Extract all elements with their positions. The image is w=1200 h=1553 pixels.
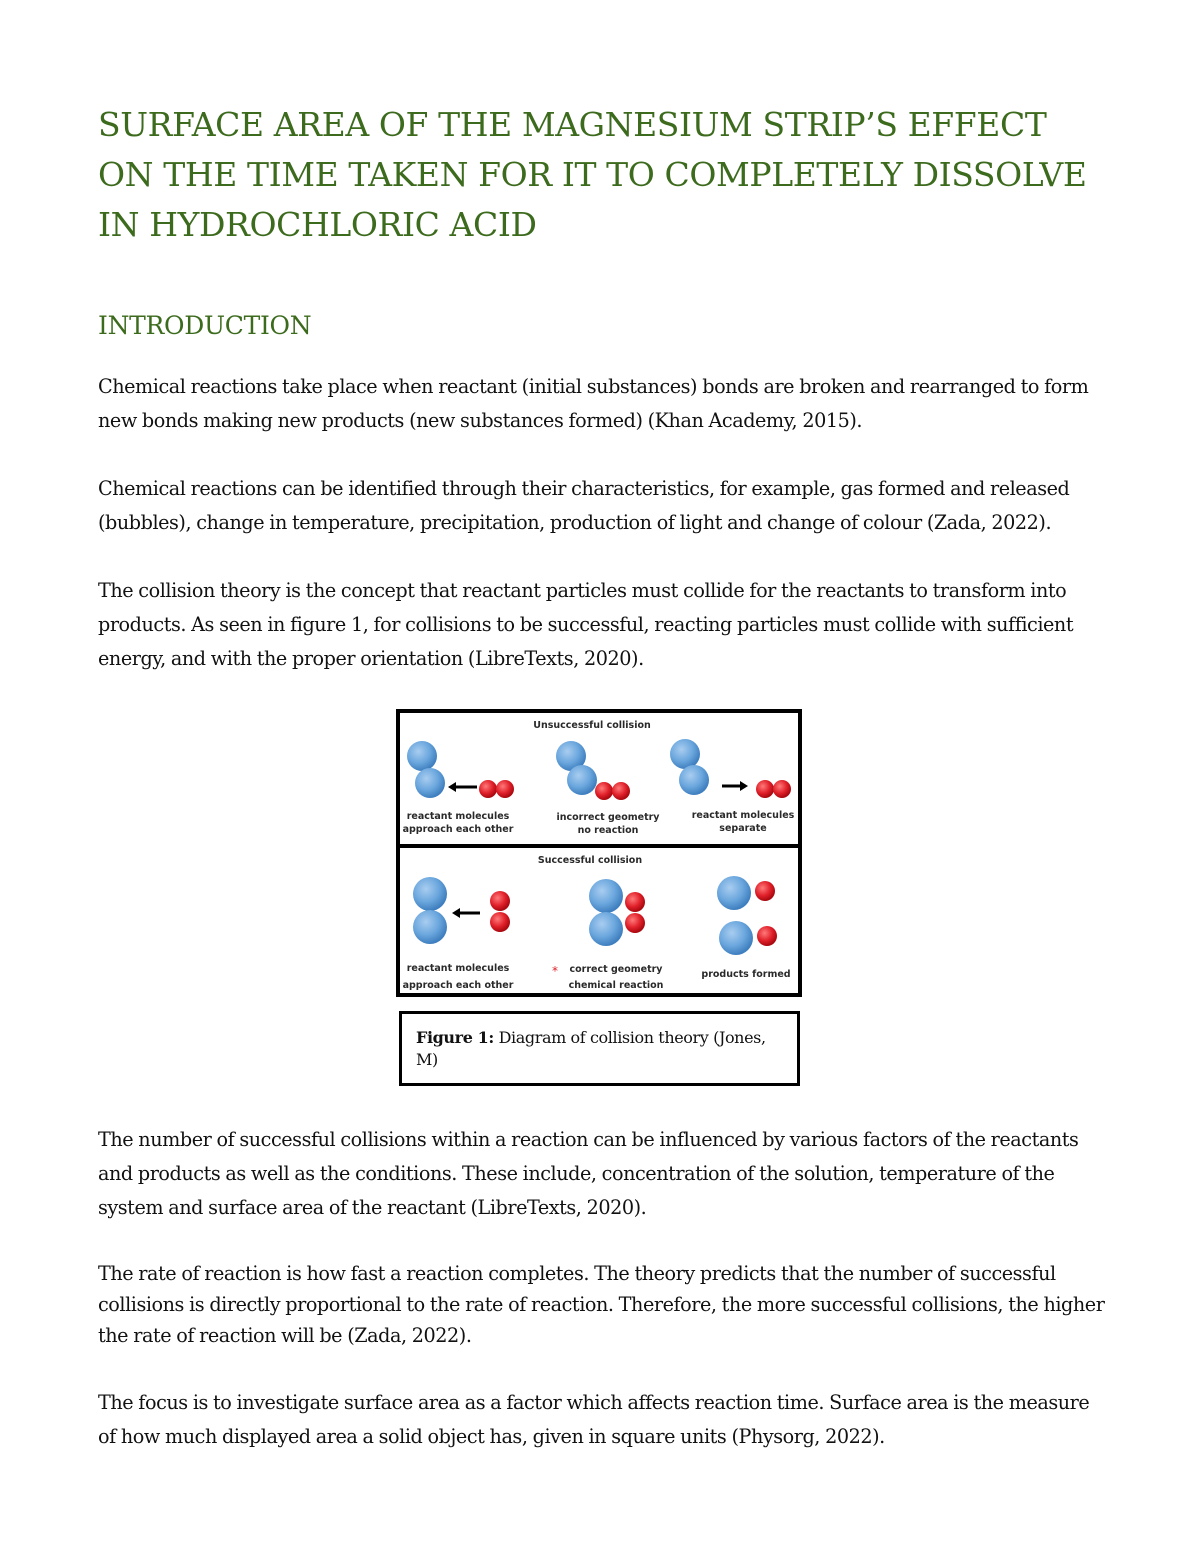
label-no-reaction: no reaction — [577, 825, 639, 836]
blue-atom — [717, 876, 751, 910]
blue-atom — [719, 921, 753, 955]
document-title: SURFACE AREA OF THE MAGNESIUM STRIP’S EFFECT ON THE TIME TAKEN FOR IT TO COMPLETELY DISSOLVE IN HYDROCHLORIC ACID — [98, 105, 1087, 244]
blue-atom — [567, 765, 597, 795]
paragraph-reaction-characteristics: Chemical reactions can be identified through their characteristics, for example, gas formed and released (bubbles), change in temperature, precipitation, production of light and change of colour (Zada, 2022). — [98, 477, 1070, 534]
paragraph-chemical-reactions: Chemical reactions take place when reactant (initial substances) bonds are broken and rearranged to form new bonds making new products (new substances formed) (Khan Academy, 2015). — [98, 375, 1089, 432]
blue-atom — [413, 910, 447, 944]
label-chemical-reaction: chemical reaction — [568, 980, 664, 991]
red-atom — [757, 926, 777, 946]
red-atom — [625, 913, 645, 933]
blue-atom — [407, 741, 437, 771]
label-separate-line1: reactant molecules — [691, 810, 795, 821]
red-atom — [773, 780, 791, 798]
paragraph-collision-theory: The collision theory is the concept that reactant particles must collide for the reactants to transform into products. As seen in figure 1, for collisions to be successful, reacting particles must collide with sufficient energy, and with the proper orientation (LibreTexts, 2020). — [98, 579, 1074, 670]
label-separate-line2: separate — [719, 823, 767, 834]
label-approach-success-line1: reactant molecules — [406, 963, 510, 974]
blue-atom — [679, 765, 709, 795]
arrowhead-icon — [740, 781, 748, 791]
caption-label: Figure 1: — [416, 1028, 494, 1047]
section-heading-introduction: INTRODUCTION — [98, 311, 312, 340]
blue-atom — [589, 912, 623, 946]
red-atom — [496, 780, 514, 798]
blue-atom — [415, 768, 445, 798]
label-approach-success-line2: approach each other — [402, 980, 514, 991]
paragraph-surface-area-focus: The focus is to investigate surface area as a factor which affects reaction time. Surface area is the measure of how much displayed area a solid object has, given in square units (Physorg, 2022). — [98, 1391, 1090, 1448]
label-products-formed: products formed — [701, 969, 791, 980]
blue-atom — [670, 739, 700, 769]
correct-geometry-molecules — [589, 879, 645, 946]
unsuccessful-collision-title: Unsuccessful collision — [533, 720, 651, 731]
separating-molecules — [670, 739, 791, 798]
label-incorrect-geometry: incorrect geometry — [556, 812, 660, 823]
successful-collision-title: Successful collision — [537, 855, 643, 866]
paragraph-influencing-factors: The number of successful collisions within a reaction can be influenced by various factors of the reactants and products as well as the conditions. These include, concentration of the solution, temperature of the system and surface area of the reactant (LibreTexts, 2020). — [98, 1128, 1079, 1219]
label-approach-line1: reactant molecules — [406, 811, 510, 822]
red-atom — [625, 892, 645, 912]
incorrect-geometry-molecules — [556, 741, 630, 800]
arrowhead-icon — [448, 782, 456, 792]
red-atom — [490, 891, 510, 911]
red-atom — [595, 782, 613, 800]
red-atom — [755, 881, 775, 901]
red-atom — [612, 782, 630, 800]
caption-text: Diagram of collision theory (Jones, M) — [416, 1028, 766, 1069]
label-correct-geometry: correct geometry — [569, 964, 663, 975]
red-atom — [479, 780, 497, 798]
arrowhead-icon — [452, 908, 460, 918]
star-marker: * — [552, 964, 558, 978]
unsuccessful-approach-molecules — [407, 741, 514, 798]
blue-atom — [413, 877, 447, 911]
red-atom — [490, 912, 510, 932]
red-atom — [756, 780, 774, 798]
label-approach-line2: approach each other — [402, 824, 514, 835]
blue-atom — [589, 879, 623, 913]
products-formed-molecules — [717, 876, 777, 955]
figure-caption — [399, 1011, 800, 1086]
collision-diagram — [400, 713, 798, 993]
successful-approach-molecules — [413, 877, 510, 944]
collision-theory-figure — [396, 709, 802, 997]
paragraph-rate-of-reaction: The rate of reaction is how fast a reaction completes. The theory predicts that the number of successful collisions is directly proportional to the rate of reaction. Therefore, the more successful collisions, the higher the rate of reaction will be (Zada, 2022). — [98, 1262, 1105, 1347]
